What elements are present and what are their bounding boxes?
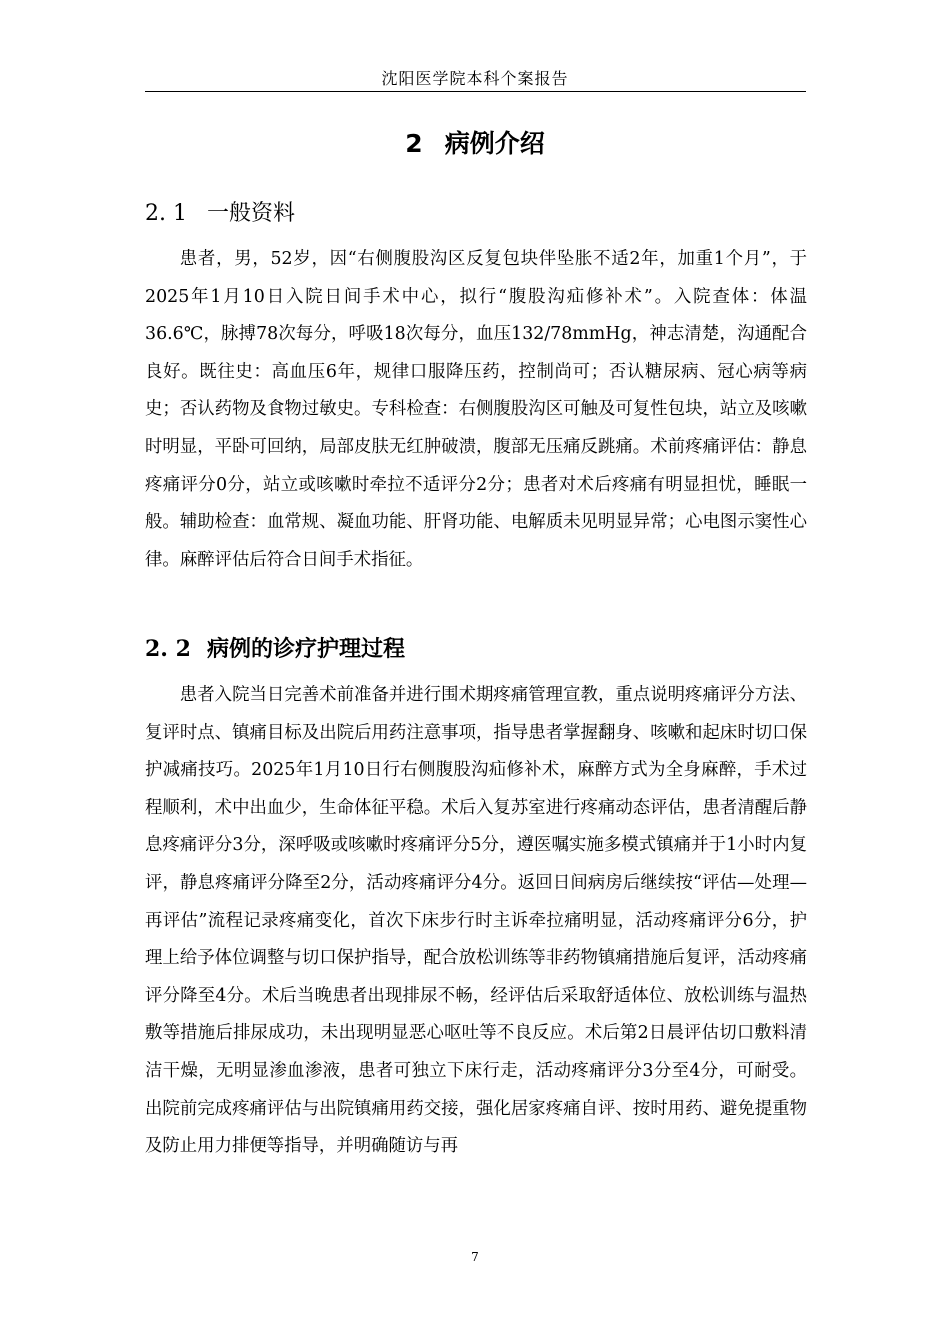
chapter-heading: [145, 124, 805, 160]
section-heading-general-info: [145, 196, 295, 227]
section-title: 病例的诊疗护理过程: [207, 637, 406, 662]
chapter-number: 2: [405, 129, 423, 158]
section-number: 2. 1: [145, 201, 187, 226]
section-number: 2. 2: [145, 636, 191, 662]
chapter-title: 病例介绍: [444, 129, 545, 158]
header-rule: [145, 91, 806, 92]
section-paragraph-care-process: 患者入院当日完善术前准备并进行围术期疼痛管理宣教，重点说明疼痛评分方法、复评时点、镇痛目标及出院后用药注意事项，指导患者掌握翻身、咳嗽和起床时切口保护减痛技巧。2025年1月10日行右侧腹股沟疝修补术，麻醉方式为全身麻醉，手术过程顺利，术中出血少，生命体征平稳。术后入复苏室进行疼痛动态评估，患者清醒后静息疼痛评分3分，深呼吸或咳嗽时疼痛评分5分，遵医嘱实施多模式镇痛并于1小时内复评，静息疼痛评分降至2分，活动疼痛评分4分。返回日间病房后继续按“评估—处理—再评估”流程记录疼痛变化，首次下床步行时主诉牵拉痛明显，活动疼痛评分6分，护理上给予体位调整与切口保护指导，配合放松训练等非药物镇痛措施后复评，活动疼痛评分降至4分。术后当晚患者出现排尿不畅，经评估后采取舒适体位、放松训练与温热敷等措施后排尿成功，未出现明显恶心呕吐等不良反应。术后第2日晨评估切口敷料清洁干燥，无明显渗血渗液，患者可独立下床行走，活动疼痛评分3分至4分，可耐受。出院前完成疼痛评估与出院镇痛用药交接，强化居家疼痛自评、按时用药、避免提重物及防止用力排便等指导，并明确随访与再: [145, 685, 807, 1157]
running-header-title: 沈阳医学院本科个案报告: [381, 69, 569, 88]
section-paragraph-general-info: 患者，男，52岁，因“右侧腹股沟区反复包块伴坠胀不适2年，加重1个月”，于2025年1月10日入院日间手术中心，拟行“腹股沟疝修补术”。入院查体：体温36.6℃，脉搏78次每分，呼吸18次每分，血压132/78mmHg，神志清楚，沟通配合良好。既往史：高血压6年，规律口服降压药，控制尚可；否认糖尿病、冠心病等病史；否认药物及食物过敏史。专科检查：右侧腹股沟区可触及可复性包块，站立及咳嗽时明显，平卧可回纳，局部皮肤无红肿破溃，腹部无压痛反跳痛。术前疼痛评估：静息疼痛评分0分，站立或咳嗽时牵拉不适评分2分；患者对术后疼痛有明显担忧，睡眠一般。辅助检查：血常规、凝血功能、肝肾功能、电解质未见明显异常；心电图示窦性心律。麻醉评估后符合日间手术指征。: [145, 249, 807, 570]
section-heading-care-process: [145, 632, 405, 663]
page-number: 7: [471, 1250, 479, 1264]
section-title: 一般资料: [207, 201, 296, 226]
